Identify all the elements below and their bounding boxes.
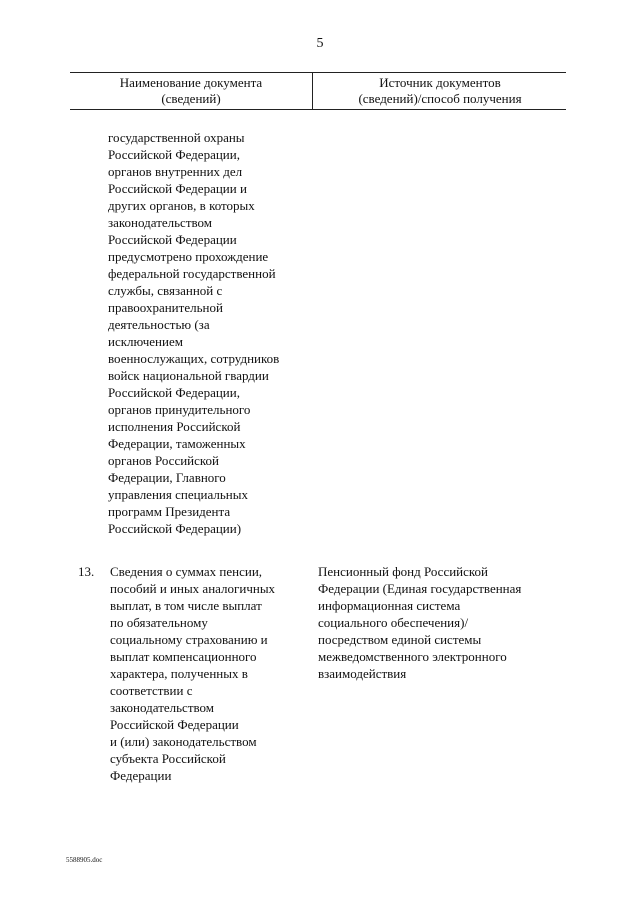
text-line: предусмотрено прохождение — [108, 249, 269, 264]
continued-document-name — [108, 129, 279, 537]
text-line: правоохранительной — [108, 300, 223, 315]
text-line: войск национальной гвардии — [108, 368, 269, 383]
header-line: Источник документов — [379, 75, 501, 90]
text-line: социальному страхованию и — [110, 632, 268, 647]
text-line: Федерации — [110, 768, 172, 783]
text-line: деятельностью (за — [108, 317, 210, 332]
text-line: других органов, в которых — [108, 198, 255, 213]
text-line: Федерации (Единая государственная — [318, 581, 522, 596]
text-line: Пенсионный фонд Российской — [318, 564, 489, 579]
text-line: службы, связанной с — [108, 283, 223, 298]
text-line: законодательством — [110, 700, 215, 715]
text-line: информационная система — [318, 598, 461, 613]
text-line: субъекта Российской — [110, 751, 226, 766]
text-line: органов внутренних дел — [108, 164, 243, 179]
text-line: федеральной государственной — [108, 266, 276, 281]
footer-file-name: 5588905.doc — [66, 856, 103, 864]
text-line: исполнения Российской — [108, 419, 241, 434]
text-line: межведомственного электронного — [318, 649, 507, 664]
text-line: и (или) законодательством — [110, 734, 257, 749]
text-line: военнослужащих, сотрудников — [108, 351, 280, 366]
text-line: органов Российской — [108, 453, 220, 468]
table-header — [70, 72, 566, 110]
header-line: Наименование документа — [119, 75, 263, 90]
header-cell-document-name — [70, 75, 312, 107]
text-line: Федерации, таможенных — [108, 436, 246, 451]
text-line: Федерации, Главного — [108, 470, 226, 485]
header-divider — [312, 73, 313, 109]
text-line: взаимодействия — [318, 666, 407, 681]
text-line: Российской Федерации, — [108, 147, 240, 162]
row-document-name — [110, 563, 275, 784]
text-line: социального обеспечения)/ — [318, 615, 469, 630]
text-line: соответствии с — [110, 683, 193, 698]
text-line: Российской Федерации) — [108, 521, 242, 536]
text-line: программ Президента — [108, 504, 231, 519]
header-cell-document-source — [314, 75, 566, 107]
text-line: государственной охраны — [108, 130, 245, 145]
text-line: Российской Федерации — [108, 232, 237, 247]
text-line: исключением — [108, 334, 183, 349]
text-line: выплат, в том числе выплат — [110, 598, 262, 613]
row-document-source — [318, 563, 521, 682]
text-line: характера, полученных в — [110, 666, 248, 681]
text-line: Российской Федерации — [110, 717, 239, 732]
text-line: по обязательному — [110, 615, 208, 630]
text-line: Российской Федерации и — [108, 181, 247, 196]
header-line: (сведений)/способ получения — [358, 91, 522, 106]
text-line: Сведения о суммах пенсии, — [110, 564, 263, 579]
text-line: пособий и иных аналогичных — [110, 581, 276, 596]
text-line: выплат компенсационного — [110, 649, 257, 664]
text-line: Российской Федерации, — [108, 385, 240, 400]
row-number: 13. — [78, 564, 95, 579]
page-number: 5 — [316, 36, 324, 51]
text-line: посредством единой системы — [318, 632, 482, 647]
text-line: управления специальных — [108, 487, 248, 502]
header-line: (сведений) — [161, 91, 221, 106]
text-line: органов принудительного — [108, 402, 251, 417]
text-line: законодательством — [108, 215, 213, 230]
